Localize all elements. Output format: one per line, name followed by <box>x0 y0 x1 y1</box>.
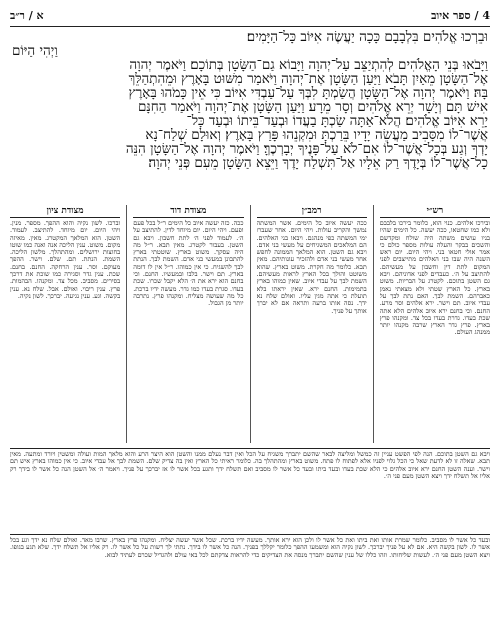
commentary-wide-section: ובעד כל אשר לו מסביב. כלומר שמרת אותו ואת ביתו ואת כל אשר לו ולכן הוא ירא אותך. מעשה ידיו ברכת. שכל אשר יעשה יצליח. ומקנהו פרץ בארץ. שרבו מאד. ואולם שלח נא ידך וגע בכל אשר לו. לשון בקשה היא. אם לא על פניך יברכך. לשון נקיה הוא ומשמעו ההפך כלומר יקללך בפניך. הנה כל אשר לו בידך. נתתי לך רשות על כל אשר לו. רק אליו אל תשלח ידך. שלא תגע בגופו. ויצא השטן מעם פני ה׳. לעשות שליחותו. וזהו כללו של ענין שהשם יתברך מנסה את הצדיקים כדי להראות צדקתם לכל באי עולם ולהגדיל שכרם לעתיד לבוא. <box>10 534 490 617</box>
commentary-wide-section: ויבא גם השטן בתוכם. הנה לפי הפשט עניין זה כמשל ומליצה לבאר שהשם יתברך משגיח על הכל ואין דבר נעלם ממנו והשטן הוא היצר הרע והוא מלאך המות ועולה ומשטין ויורד ומתעה. מאין תבא. שאלה זו לא לדעת שאל כי הכל גלוי לפניו אלא לפתוח לו פתח. משוט בארץ ומהתהלך בה. כלומר ראיתי כל הארץ ואין בה צדיק שלם. השמת לבך אל עבדי איוב. כי אין כמוהו בארץ איש תם וישר. וענה השטן החנם ירא איוב אלהים כי הלא שכת בעדו ובעד ביתו ובעד כל אשר לו מסביב ואם תשלח ידך ותגע בכל אשר לו אז יברכך על פניך. ויאמר ה׳ אל השטן הנה כל אשר לו בידך רק אליו אל תשלח ידך ויצא השטן מעם פני ה׳. <box>10 448 490 533</box>
verse-line: בָּהּ׃ וַיֹּאמֶר יְהוָה אֶל־הַשָּׂטָן הֲשַׂמְתָּ לִבְּךָ עַל־עַבְדִּי אִיּוֹב כִּי אֵין כָּמֹהוּ בָּאָרֶץ <box>128 86 488 100</box>
verse-line: יָדְךָ וְגַע בְּכָל־אֲשֶׁר־לוֹ אִם־לֹא עַל־פָּנֶיךָ יְבָרְכֶךָּ׃ וַיֹּאמֶר יְהוָה אֶל־הַשָּׂטָן הִנֵּה <box>125 142 488 156</box>
column-heading: רש״י <box>380 205 490 218</box>
column-body: ככה יעשה איוב כל הימים. אשר המשתה נמשך והקריב עולות. ויהי היום. אחר שעברו ימי המשתה כפי מנהגם. ויבאו בני האלהים. הם המלאכים המשגיחים על מעשי בני אדם. ויבא גם השטן. הוא המלאך הממונה לחפש אחר מעשי בני אדם ולהזכיר עונותיהם. מאין תבא. כלומר מה חקרת. משוט בארץ. שהוא משוטט והולך בכל הארץ לראות מעשיהם. השמת לבך על עבדי איוב. שאין כמוהו בארץ בתמימות. החנם ירא. שאין יראתו בלא תועלת כי אתה מגין עליו. ואולם שלח נא ידך. נסה אותו ברעה ותראה אם לא יברך אותך על פניך. <box>256 219 367 315</box>
column-heading: מצודת דוד <box>133 205 243 218</box>
verse-line: יָרֵא אִיּוֹב אֱלֹהִים׃ הֲלֹא־אַתָּה שַׂכְתָּ בַעֲדוֹ וּבְעַד־בֵּיתוֹ וּבְעַד כָּל־ <box>186 114 488 128</box>
commentary-column-metzudat-david <box>133 205 243 443</box>
commentary-column-ramban <box>257 205 367 443</box>
column-heading: מצודת ציון <box>10 205 120 218</box>
column-divider <box>373 205 374 443</box>
verse-line: אִישׁ תָּם וְיָשָׁר יְרֵא אֱלֹהִים וְסָר מֵרָע׃ וַיַּעַן הַשָּׂטָן אֶת־יְהוָה וַיֹּאמַר הַחִנָּם <box>137 100 488 114</box>
verse-line: וּבֵרְכוּ אֱלֹהִים בִּלְבָבָם כָּכָה יַעֲשֶׂה אִיּוֹב כָּל־הַיָּמִים׃ <box>246 30 488 44</box>
commentary-column-metzudat-tzion <box>10 205 120 443</box>
verse-line: אֲשֶׁר־לוֹ מִסָּבִיב מַעֲשֵׂה יָדָיו בֵּרַכְתָּ וּמִקְנֵהוּ פָּרַץ בָּאָרֶץ׃ וְאוּלָם שְׁלַח־נָא <box>145 128 488 142</box>
column-divider <box>126 205 127 443</box>
column-divider <box>250 205 251 443</box>
commentary-column-rashi <box>380 205 490 443</box>
chapter-ref: א / ר״ב <box>10 8 44 22</box>
column-body: ככה. כזה יעשה איוב כל הימים ר״ל בכל פעם ופעם. ויהי היום. יום מיוחד לדין. להתיצב על ה׳. לעמוד לפני ה׳ לתת חשבון. ויבא גם השטן. בעבור לקטרג. מאין תבא. ר״ל מה היה עסקך. משוט בארץ. שוטטתי בארץ להתבונן במעשי בני אדם. השמת לבך. הנתת לבך להשגיח. כי אין כמוהו. ר״ל אין לו דומה בארץ. תם וישר. בלבו ובמעשיו. החנם. וכי בחנם הוא ירא את ה׳ הלא יקבל שכרו. שכת בעדו. סגרת בעדו כמו גדר. מעשה ידיו ברכת. כל מה שעושה מצליח. ומקנהו פרץ. נתרבה יותר מן הגבול. <box>133 219 244 308</box>
verse-line: אֶל־הַשָּׂטָן מֵאַיִן תָּבֹא וַיַּעַן הַשָּׂטָן אֶת־יְהוָה וַיֹּאמַר מִשּׁוּט בָּאָרֶץ וּמֵהִתְהַלֵּךְ <box>128 72 488 86</box>
verse-line: וַיְהִי הַיּוֹם <box>12 44 58 58</box>
commentary-columns <box>10 205 490 443</box>
page-id: 4 / ספר איוב <box>431 8 490 22</box>
column-heading: רמב״ן <box>257 205 367 218</box>
page-header <box>10 4 490 27</box>
verse-text <box>12 30 488 200</box>
verse-line: וַיָּבֹאוּ בְּנֵי הָאֱלֹהִים לְהִתְיַצֵּב עַל־יְהוָה וַיָּבוֹא גַם־הַשָּׂטָן בְּתוֹכָם׃ וַיֹּאמֶר יְהוָה <box>129 58 488 72</box>
column-body: ובירכו אלהים. כנוי הוא, כלומר בירכו בלבבם ולא כמו שחטאו, ככה יעשה. כל הימים שהיו בניו עושים משתה היה שולח ומקדשם והשכים בבקר והעלה עולות מספר כולם כי אמר אולי חטאו בני. ויהי היום. יום ראש השנה היה שבו בני האלהים מתייצבים לפני המקום לתת דין וחשבון על מעשיהם. להתיצב על ה׳. כעבדים לפני אדוניהם. ויבא גם השטן בתוכם. לקטרג על הבריות. משוט בארץ. כל הארץ שטתי ולא מצאתי נאמן כאברהם. השמת לבך. האם נתת לבך על עבדי איוב. תם וישר. ירא אלהים וסר מרע. החנם. וכי בחנם ירא איוב אלהים הלא אתה שכת בעדו. גדרת בעדו בכל צד. ומקנהו פרץ בארץ. פרץ גדר הארץ שרבה מקנהו יותר ממנהג העולם. <box>379 219 490 337</box>
column-body: וברכו. לשון נקיה והוא ההפך. מספר. מנין. ויהי היום. יום מיוחד. להתיצב. לעמוד. השטן. הוא המלאך המקטרג. מאין. מאיזה מקום. משוט. ענין הליכה אנה ואנה כמו שוטו בחוצות ירושלים. ומהתהלך. מלשון הליכה. השמת. הנתת. תם. שלם. וישר. ההפך מעוקם. וסר. ענין הרחקה. החנם. בחנם. שכת. ענין גדר וסגירה כמו שוכת את דרכך בסירים. מסביב. מכל צד. ומקנהו. הבהמות. פרץ. ענין ריבוי. ואולם. אבל. שלח נא. ענין בקשה. וגע. ענין נגיעה. יברכך. לשון נקיה. <box>10 219 121 300</box>
verse-line: כָל־אֲשֶׁר־לוֹ בְּיָדֶךָ רַק אֵלָיו אַל־תִּשְׁלַח יָדֶךָ וַיֵּצֵא הַשָּׂטָן מֵעִם פְּנֵי יְהוָה׃ <box>148 156 488 170</box>
